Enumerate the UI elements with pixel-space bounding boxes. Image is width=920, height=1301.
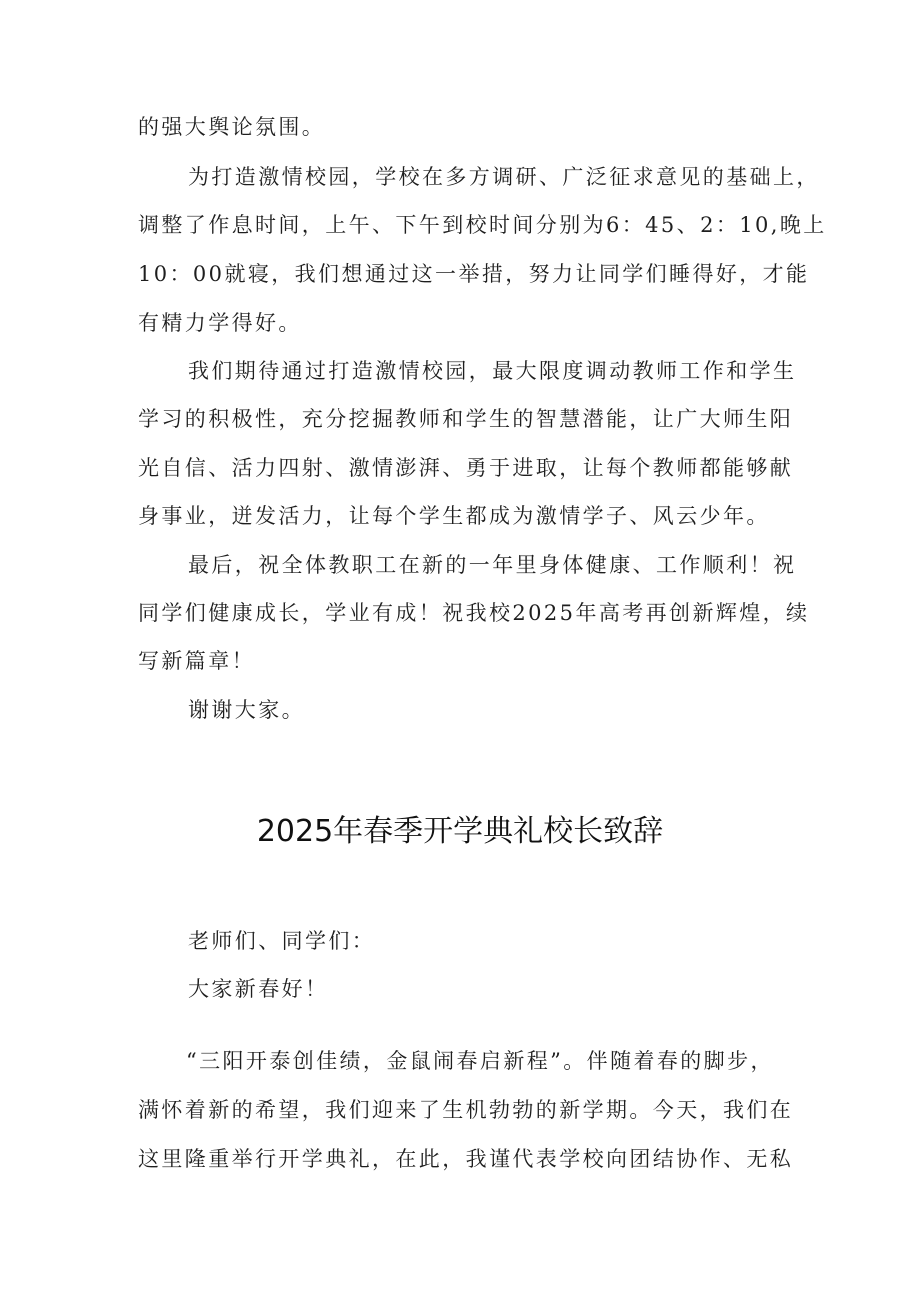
- text-line: 为打造激情校园，学校在多方调研、广泛征求意见的基础上，: [188, 165, 820, 189]
- text-line: 有精力学得好。: [138, 311, 302, 335]
- text-line: 的强大舆论氛围。: [138, 115, 326, 139]
- text-line: 这里隆重举行开学典礼，在此，我谨代表学校向团结协作、无私: [138, 1147, 794, 1171]
- text-line: 写新篇章！: [138, 649, 255, 673]
- text-line: 调整了作息时间，上午、下午到校时间分别为6：45、2：10,晚上: [138, 213, 827, 237]
- page-title: 2025年春季开学典礼校长致辞: [256, 814, 664, 849]
- salutation: 老师们、同学们：: [188, 929, 376, 953]
- text-line: “三阳开泰创佳绩，金鼠闹春启新程”。伴随着春的脚步，: [186, 1049, 774, 1073]
- text-line: 满怀着新的希望，我们迎来了生机勃勃的新学期。今天，我们在: [138, 1098, 794, 1122]
- text-line: 身事业，迸发活力，让每个学生都成为激情学子、风云少年。: [138, 504, 770, 528]
- greeting: 大家新春好！: [188, 977, 329, 1001]
- text-line: 光自信、活力四射、激情澎湃、勇于进取，让每个教师都能够献: [138, 456, 794, 480]
- text-line: 同学们健康成长，学业有成！祝我校2025年高考再创新辉煌，续: [138, 601, 810, 625]
- text-line: 谢谢大家。: [188, 698, 305, 722]
- text-line: 我们期待通过打造激情校园，最大限度调动教师工作和学生: [188, 359, 797, 383]
- text-line: 最后，祝全体教职工在新的一年里身体健康、工作顺利！祝: [188, 553, 797, 577]
- text-line: 学习的积极性，充分挖掘教师和学生的智慧潜能，让广大师生阳: [138, 407, 794, 431]
- text-line: 10：00就寝，我们想通过这一举措，努力让同学们睡得好，才能: [138, 262, 810, 286]
